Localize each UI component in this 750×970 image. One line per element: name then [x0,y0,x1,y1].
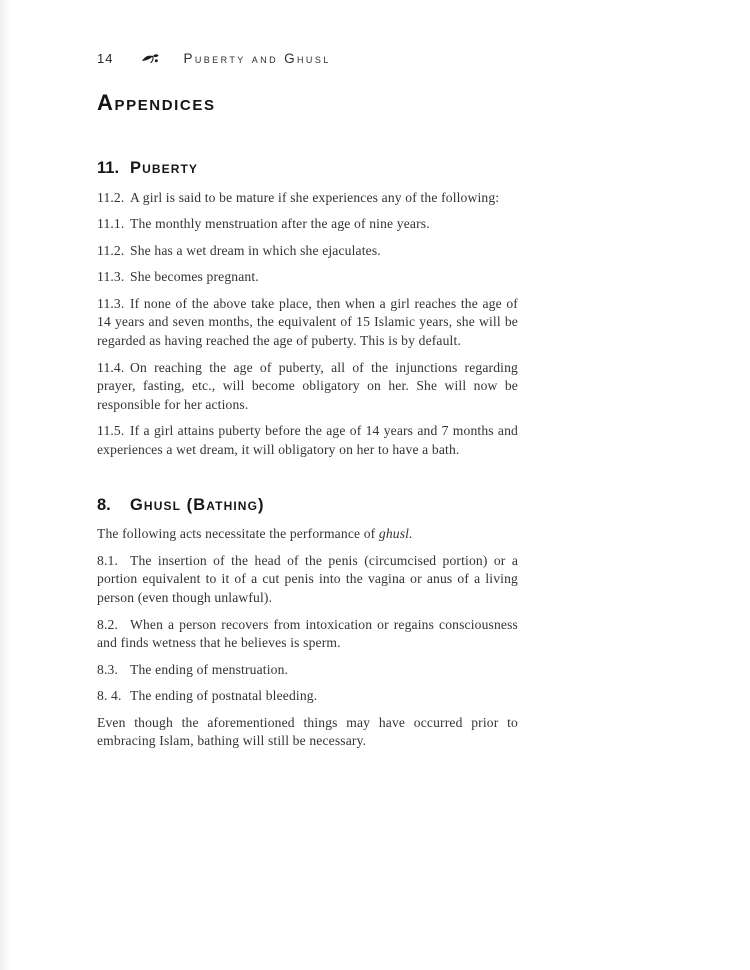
section-intro [97,525,518,544]
paragraph-text: A girl is said to be mature if she experiences any of the following: [130,189,500,205]
paragraph-number: 11.5. [97,423,125,439]
fleuron-ornament-icon [140,52,160,65]
page-title: Appendices [97,90,216,115]
paragraph-text: When a person recovers from intoxication or regains consciousness and finds wetness that he believes is sperm. [97,616,518,651]
section-heading [97,497,518,514]
running-head-title: Puberty and Ghusl [183,50,331,66]
paragraph-number: 11.2. [97,189,125,205]
paragraph-text: She has a wet dream in which she ejaculates. [130,242,381,258]
paragraph-text: On reaching the age of puberty, all of the injunctions regarding prayer, fasting, etc., will become obligatory on her. She will now be responsible for her actions. [97,359,518,412]
paragraph [97,215,518,234]
paragraph [97,359,518,415]
paragraph-text: The monthly menstruation after the age of nine years. [130,216,430,232]
paragraph-number: 11.2. [97,242,125,258]
paragraph-number: 11.3. [97,269,125,285]
paragraph-text: Even though the aforementioned things may have occurred prior to embracing Islam, bathing will still be necessary. [97,714,518,749]
paragraph-number: 11.4. [97,359,125,375]
intro-italic-term: ghusl. [378,526,413,542]
paragraph [97,552,518,608]
intro-text: The following acts necessitate the performance of [97,526,379,542]
paragraph-text: If a girl attains puberty before the age of 14 years and 7 months and experiences a wet dream, it will obligatory on her to have a bath. [97,423,518,458]
section-number: 11. [97,159,120,177]
section-ghusl [97,497,518,751]
page-number: 14 [97,50,114,66]
paragraph [97,268,518,287]
paragraph [97,295,518,351]
paragraph [97,687,518,706]
paragraph [97,661,518,680]
section-title: Ghusl (Bathing) [130,495,265,514]
paragraph [97,242,518,261]
section-title: Puberty [130,159,199,177]
paragraph-number: 8.2. [97,616,118,632]
paragraph [97,616,518,653]
section-puberty [97,160,518,460]
closing-paragraph [97,714,518,751]
paragraph-number: 11.1. [97,216,125,232]
paragraph-number: 11.3. [97,295,125,311]
paragraph-number: 8. 4. [97,688,122,704]
paragraph [97,422,518,459]
section-number: 8. [97,495,111,514]
running-head [97,49,518,67]
section-heading [97,160,518,177]
paragraph [97,189,518,208]
paragraph-text: The ending of postnatal bleeding. [130,688,318,704]
paragraph-text: The insertion of the head of the penis (circumcised portion) or a portion equivalent to it of a cut penis into the vagina or anus of a living person (even though unlawful). [97,552,518,605]
paragraph-number: 8.3. [97,661,118,677]
paragraph-number: 8.1. [97,552,118,568]
paragraph-text: She becomes pregnant. [130,269,259,285]
paragraph-text: The ending of menstruation. [130,661,289,677]
paragraph-text: If none of the above take place, then when a girl reaches the age of 14 years and seven months, the equivalent of 15 Islamic years, she will be regarded as having reached the age of puberty. This is by default. [97,295,518,349]
